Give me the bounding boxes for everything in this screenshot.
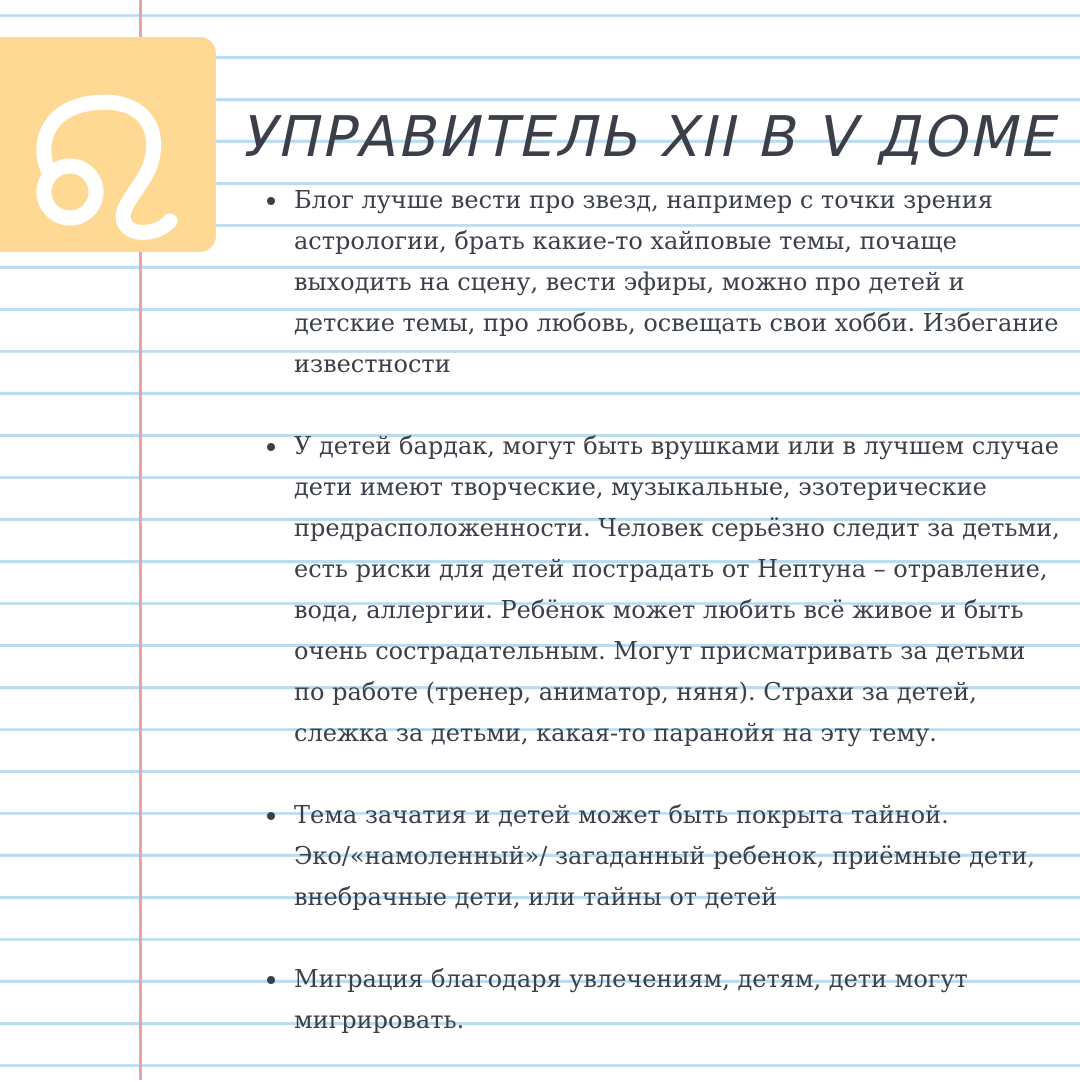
bullet-item-blog: Блог лучше вести про звезд, например с точки зрения астрологии, брать какие-то хайповые темы, почаще выходить на сцену, вести эфиры, можно про детей и детские темы, про любовь, освещать свои хобби. Избегание известности xyxy=(294,180,1060,385)
bullet-list xyxy=(294,180,1060,1082)
bullet-item-children: У детей бардак, могут быть врушками или в лучшем случае дети имеют творческие, музыкальные, эзотерические предрасположенности. Человек серьёзно следит за детьми, есть риски для детей пострадать от Нептуна – отравление, вода, аллергии. Ребёнок может любить всё живое и быть очень сострадательным. Могут присматривать за детьми по работе (тренер, аниматор, няня). Страхи за детей, слежка за детьми, какая-то паранойя на эту тему. xyxy=(294,426,1060,754)
leo-zodiac-icon xyxy=(0,37,216,252)
bullet-item-migration: Миграция благодаря увлечениям, детям, дети могут мигрировать. xyxy=(294,959,1060,1041)
zodiac-sign-tile xyxy=(0,37,216,252)
bullet-item-conception: Тема зачатия и детей может быть покрыта тайной. Эко/«намоленный»/ загаданный ребенок, приёмные дети, внебрачные дети, или тайны от детей xyxy=(294,795,1060,918)
page-title: УПРАВИТЕЛЬ XII В V ДОМЕ xyxy=(237,105,1067,170)
